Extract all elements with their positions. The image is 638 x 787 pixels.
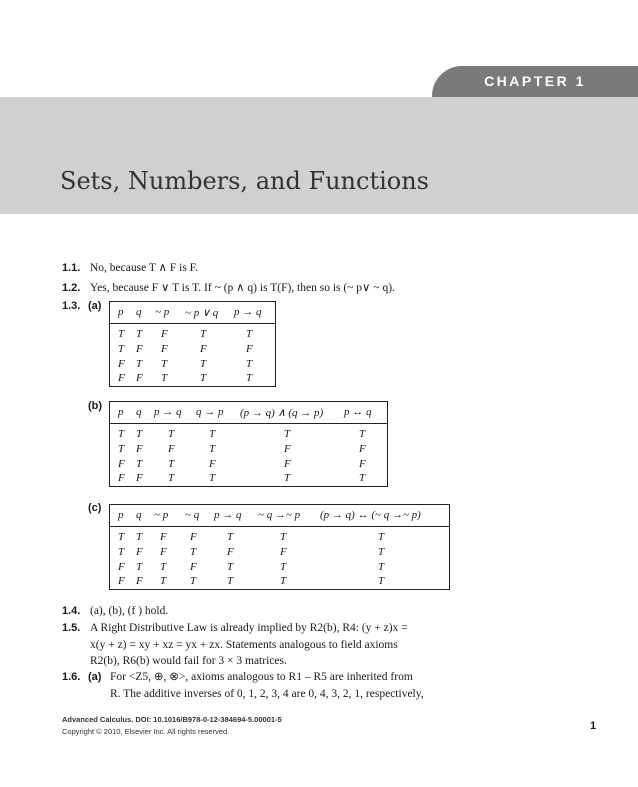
column-header: p — [118, 509, 124, 521]
problem-text-line: For <Z5, ⊕, ⊗>, axioms analogous to R1 – R5 are inherited from — [110, 671, 413, 683]
column-header: q → p — [196, 406, 224, 418]
column-header: p — [118, 406, 124, 418]
table-cell: T — [359, 428, 366, 440]
table-cell: F — [284, 458, 291, 470]
table-cell: T — [118, 531, 125, 543]
table-cell: T — [378, 561, 385, 573]
table-cell: T — [190, 546, 197, 558]
table-cell: T — [200, 358, 207, 370]
table-cell: F — [118, 575, 125, 587]
table-cell: T — [280, 575, 287, 587]
table-cell: T — [168, 458, 175, 470]
problem-number: 1.3. — [62, 300, 81, 312]
chapter-tab — [432, 66, 638, 97]
column-header: ~ p — [155, 306, 170, 318]
column-header: q — [136, 406, 142, 418]
table-cell: T — [161, 372, 168, 384]
footer-source: Advanced Calculus. DOI: 10.1016/B978-0-12-384694-5.00001-5 — [62, 715, 282, 724]
table-cell: F — [118, 472, 125, 484]
column-header: p → q — [234, 306, 262, 318]
table-cell: T — [160, 575, 167, 587]
page-number: 1 — [590, 720, 597, 732]
column-header: p → q — [214, 509, 242, 521]
problem-text: No, because T ∧ F is F. — [90, 262, 199, 274]
table-cell: F — [359, 458, 366, 470]
table-cell: F — [190, 531, 197, 543]
table-cell: T — [246, 358, 253, 370]
column-header: (p → q) ∧ (q → p) — [240, 407, 324, 419]
table-cell: T — [209, 443, 216, 455]
table-cell: T — [161, 358, 168, 370]
part-label: (b) — [88, 400, 103, 412]
column-header: q — [136, 509, 142, 521]
part-label: (a) — [88, 671, 102, 683]
part-label: (a) — [88, 300, 102, 312]
problem-text-line: R. The additive inverses of 0, 1, 2, 3, 4 are 0, 4, 3, 2, 1, respectively, — [110, 688, 424, 700]
table-cell: T — [280, 561, 287, 573]
table-cell: T — [118, 443, 125, 455]
column-header: ~ q →~ p — [258, 509, 301, 521]
table-cell: T — [118, 328, 125, 340]
table-cell: T — [136, 358, 143, 370]
table-cell: F — [209, 458, 216, 470]
table-cell: T — [200, 372, 207, 384]
table-cell: T — [136, 531, 143, 543]
problem-text: Yes, because F ∨ T is T. If ~ (p ∧ q) is T(F), then so is (~ p∨ ~ q). — [90, 282, 395, 294]
table-cell: F — [118, 458, 125, 470]
truth-table-b — [109, 401, 388, 487]
table-cell: F — [161, 328, 168, 340]
table-cell: F — [118, 358, 125, 370]
table-cell: T — [284, 472, 291, 484]
chapter-label: CHAPTER 1 — [484, 73, 586, 89]
problem-text: (a), (b), (f ) hold. — [90, 605, 169, 617]
column-header: ~ q — [185, 509, 200, 521]
table-cell: F — [246, 343, 253, 355]
table-cell: F — [168, 443, 175, 455]
table-cell: T — [168, 428, 175, 440]
table-cell: T — [136, 561, 143, 573]
table-cell: F — [359, 443, 366, 455]
table-cell: F — [190, 561, 197, 573]
column-header: p ↔ q — [344, 406, 372, 418]
table-cell: F — [118, 372, 125, 384]
column-header: q — [136, 306, 142, 318]
table-cell: F — [136, 343, 143, 355]
column-header: p — [118, 306, 124, 318]
footer-copyright: Copyright © 2010, Elsevier Inc. All rights reserved. — [62, 727, 230, 736]
table-cell: T — [118, 343, 125, 355]
table-cell: T — [168, 472, 175, 484]
table-cell: F — [284, 443, 291, 455]
problem-number: 1.6. — [62, 671, 81, 683]
table-cell: T — [227, 531, 234, 543]
column-header: ~ p ∨ q — [185, 307, 219, 319]
table-cell: T — [200, 328, 207, 340]
table-cell: T — [359, 472, 366, 484]
table-cell: F — [136, 472, 143, 484]
part-label: (c) — [88, 502, 102, 514]
table-cell: F — [136, 546, 143, 558]
table-cell: F — [161, 343, 168, 355]
table-cell: T — [118, 428, 125, 440]
problem-number: 1.5. — [62, 622, 81, 634]
chapter-banner — [0, 97, 638, 214]
table-cell: F — [136, 443, 143, 455]
table-cell: T — [284, 428, 291, 440]
table-cell: F — [227, 546, 234, 558]
table-cell: T — [209, 428, 216, 440]
table-cell: T — [118, 546, 125, 558]
table-cell: F — [118, 561, 125, 573]
table-cell: T — [227, 575, 234, 587]
problem-number: 1.1. — [62, 262, 81, 274]
table-cell: T — [280, 531, 287, 543]
table-cell: T — [160, 561, 167, 573]
column-header: p → q — [154, 406, 182, 418]
problem-text-line: R2(b), R6(b) would fail for 3 × 3 matrices. — [90, 655, 287, 667]
table-cell: T — [190, 575, 197, 587]
table-cell: T — [246, 372, 253, 384]
table-cell: T — [209, 472, 216, 484]
table-cell: T — [136, 428, 143, 440]
table-cell: F — [136, 372, 143, 384]
table-cell: F — [200, 343, 207, 355]
problem-number: 1.2. — [62, 282, 81, 294]
problem-text-line: x(y + z) = xy + xz = yx + zx. Statements analogous to field axioms — [90, 639, 398, 651]
table-cell: T — [136, 328, 143, 340]
problem-number: 1.4. — [62, 605, 81, 617]
column-header: ~ p — [154, 509, 169, 521]
table-cell: T — [136, 458, 143, 470]
table-cell: F — [160, 531, 167, 543]
chapter-title: Sets, Numbers, and Functions — [60, 167, 429, 195]
column-header: (p → q) ↔ (~ q →~ p) — [320, 509, 421, 521]
table-cell: T — [227, 561, 234, 573]
table-cell: T — [378, 575, 385, 587]
table-cell: F — [280, 546, 287, 558]
table-cell: T — [246, 328, 253, 340]
truth-table-a — [109, 301, 276, 387]
truth-table-c — [109, 504, 450, 590]
table-cell: F — [136, 575, 143, 587]
problem-text-line: A Right Distributive Law is already implied by R2(b), R4: (y + z)x = — [90, 622, 408, 634]
table-cell: F — [160, 546, 167, 558]
table-cell: T — [378, 531, 385, 543]
table-cell: T — [378, 546, 385, 558]
